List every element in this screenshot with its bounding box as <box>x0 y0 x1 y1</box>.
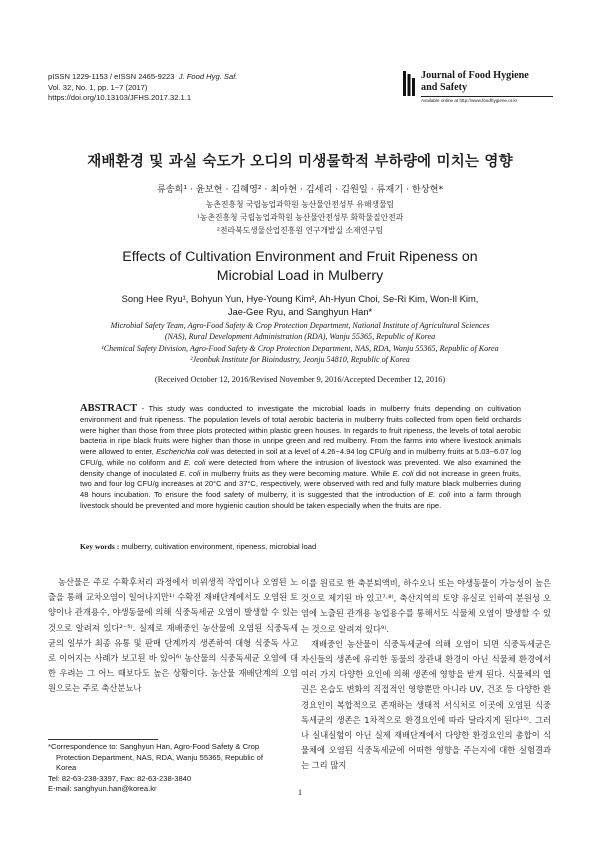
footnote-line: Protection Department, NAS, RDA, Wanju 55365, Republic of <box>56 752 263 762</box>
footnote-divider <box>48 739 158 740</box>
abstract-ecoli-1: Escherichia coli <box>156 447 209 456</box>
body-column-right <box>301 576 551 774</box>
body-column-left <box>48 575 298 697</box>
footnote-line: Tel: 82-63-238-3397, Fax: 82-63-238-3840 <box>48 773 192 783</box>
abstract-text-6: into a farm through livestock should be prevented and more hygienic caution should be taken especially when the fruits are ripe. <box>80 490 521 510</box>
body-paragraph: 농산물은 주로 수확후처리 과정에서 비위생적 작업이나 오염된 노출을 통해 교차오염이 일어나지만¹⁾ 수확전 재배단계에서도 오염된 토양이나 관개용수, 야생동물에 의해 식중독세균 오염이 발생할 수 있는 것으로 알려져 있다²⁻⁵⁾. 실제로 재배중인 농산물에 오염된 식중독세균의 일부가 최종 유통 및 판매 단계까지 생존하여 대형 식중독 사고로 이어지는 사례가 보고된 바 있어⁶⁾ 농산물의 식중독세균 오염에 대한 우려는 그 어느 때보다도 높은 상황이다. 농산물 재배단계의 오염원으로는 주로 축산분뇨나 <box>48 577 298 694</box>
english-title-line1: Effects of Cultivation Environment and Fruit Ripeness on <box>122 249 478 265</box>
english-affiliations <box>40 320 560 365</box>
english-authors-line2: Jae-Gee Ryu, and Sanghyun Han* <box>227 305 373 317</box>
abstract-ecoli-3: E. coli <box>179 468 201 478</box>
footnote-email: E-mail: sanghyun.han@korea.kr <box>48 784 157 794</box>
keywords <box>80 542 521 551</box>
korean-authors: 류송희¹ · 윤보현 · 김혜영² · 최아현 · 김세리 · 김원일 · 류재기 · 한상현* <box>156 184 444 195</box>
abstract-text-2: was detected in soil at a level of 4.26~4.94 log CFU/g and in mulberry fruits at 5.03~6.07 log CFU/g, while no coliform and <box>80 447 522 467</box>
korean-affiliation-1: 농촌진흥청 국립농업과학원 농산물안전성부 유해생물팀 <box>205 200 395 209</box>
english-title <box>0 248 600 286</box>
received-dates: (Received October 12, 2016/Revised November 9, 2016/Accepted December 12, 2016) <box>154 375 446 384</box>
footnote-line: Korea <box>56 763 77 773</box>
body-paragraph: 이를 원료로 한 축분퇴액비, 하수오니 또는 야생동물이 가능성이 높은 것으로 제기된 바 있고⁷·⁸⁾, 축산지역의 토양 유실로 인하여 분원성 오염에 노출된 관개용 농업용수를 통해서도 식물체 오염이 발생할 수 있는 것으로 알려져 있다⁹⁾. <box>301 578 551 634</box>
logo-available-online: Available online at http://www.foodhygiene.or.kr <box>421 98 518 103</box>
body-paragraph: 재배중인 농산물이 식중독세균에 의해 오염이 되면 식중독세균은 자신들의 생존에 유리한 동물의 장관내 환경이 아닌 식물체 환경에서 여러 가지 다양한 요인에 의해 생존에 영향을 받게 된다. 식물체의 엽권은 온습도 변화의 직접적인 영향뿐만 아니라 UV, 건조 등 다양한 환경요인이 복합적으로 존재하는 생태적 서식처로 이곳에 오염된 식중독세균의 생존은 1차적으로 환경요인에 따라 달라지게 된다¹⁰⁾. 그러나 실내실험이 아닌 실제 재배단계에서 다양한 환경요인의 총합이 식물체에 오염된 식중독세균에 어떠한 영향을 주는지에 대한 실험결과는 그리 많지 <box>301 638 551 771</box>
english-authors <box>0 293 600 318</box>
english-authors-line1: Song Hee Ryu¹, Bohyun Yun, Hye-Young Kim², Ah-Hyun Choi, Se-Ri Kim, Won-Il Kim, <box>121 293 479 304</box>
keywords-text: mulberry, cultivation environment, ripeness, microbial load <box>119 542 317 551</box>
korean-affiliation-2: ¹농촌진흥청 국립농업과학원 농산물안전성부 화학물질안전과 <box>196 213 404 222</box>
issn-line: pISSN 1229-1153 / eISSN 2465-9223 <box>48 72 175 81</box>
english-title-line2: Microbial Load in Mulberry <box>216 268 384 284</box>
footnote-line: *Correspondence to: Sanghyun Han, Agro-Food Safety & Crop <box>48 742 260 751</box>
abstract-label: ABSTRACT <box>80 403 138 414</box>
abstract-ecoli-2: E. coli <box>183 457 206 467</box>
keywords-label: Key words : <box>80 542 120 551</box>
abstract-text-4: in mulberry fruits as they were becoming mature. While <box>200 468 393 478</box>
abstract-ecoli-4: E. coli <box>392 468 414 478</box>
abstract-text-5: did not increase in green fruits, two and four log CFU/g increases at 20°C and 37°C, respectively, were observed with red and fully mature black mulberries during 48 hours incubation. To ensure the food safety of mulberry, it is suggested that the introduction of <box>80 468 521 499</box>
abstract <box>80 404 521 512</box>
korean-title: 재배환경 및 과실 숙도가 오디의 미생물학적 부하량에 미치는 영향 <box>87 154 513 170</box>
journal-abbrev: J. Food Hyg. Saf. <box>178 72 238 81</box>
journal-header <box>48 72 237 104</box>
english-affiliation-3: ²Jeonbuk Institute for Bioindustry, Jeonju 54810, Republic of Korea <box>190 354 410 364</box>
doi-link[interactable]: https://doi.org/10.13103/JFHS.2017.32.1.1 <box>48 93 192 102</box>
page-number: 1 <box>297 787 303 797</box>
korean-affiliation-3: ²전라북도생물산업진흥원 연구개발실 소재연구팀 <box>216 226 384 235</box>
english-affiliation-2: ¹Chemical Safety Division, Agro-Food Safety & Crop Protection Department, NAS, RDA, Wanju 55365, Republic of Korea <box>101 343 499 353</box>
english-affiliation-1a: Microbial Safety Team, Agro-Food Safety & Crop Protection Department, National Institute of Agricultural Sciences <box>110 321 490 330</box>
english-affiliation-1b: (NAS), Rural Development Administration (RDA), Wanju 55365, Republic of Korea <box>164 332 436 342</box>
logo-divider <box>421 96 553 97</box>
logo-title-line2: and Safety <box>421 81 468 93</box>
journal-logo-title <box>421 70 529 93</box>
abstract-text-1: - This study was conducted to investigate the microbial loads in mulberry fruits depending on cultivation environment and fruit ripeness. The population levels of total aerobic bacteria in mulberry fruits collected from open field orchards were higher than those from three plots protected within plastic green houses. In regards to fruit ripeness, the levels of total aerobic bacteria in ripe black fruits were higher than those in unripe green and red mulberry. From the farms into where livestock animals were allowed to enter, <box>80 404 521 456</box>
abstract-text-3: were detected from where the intrusion of livestock was prevented. We also examined the density change of inoculated <box>80 457 521 478</box>
volume-line: Vol. 32, No. 1, pp. 1~7 (2017) <box>48 82 148 92</box>
logo-title-line1: Journal of Food Hygiene <box>421 70 529 81</box>
abstract-ecoli-5: E. coli <box>428 490 451 499</box>
journal-logo-mark-icon <box>403 71 417 96</box>
journal-logo <box>403 70 553 106</box>
